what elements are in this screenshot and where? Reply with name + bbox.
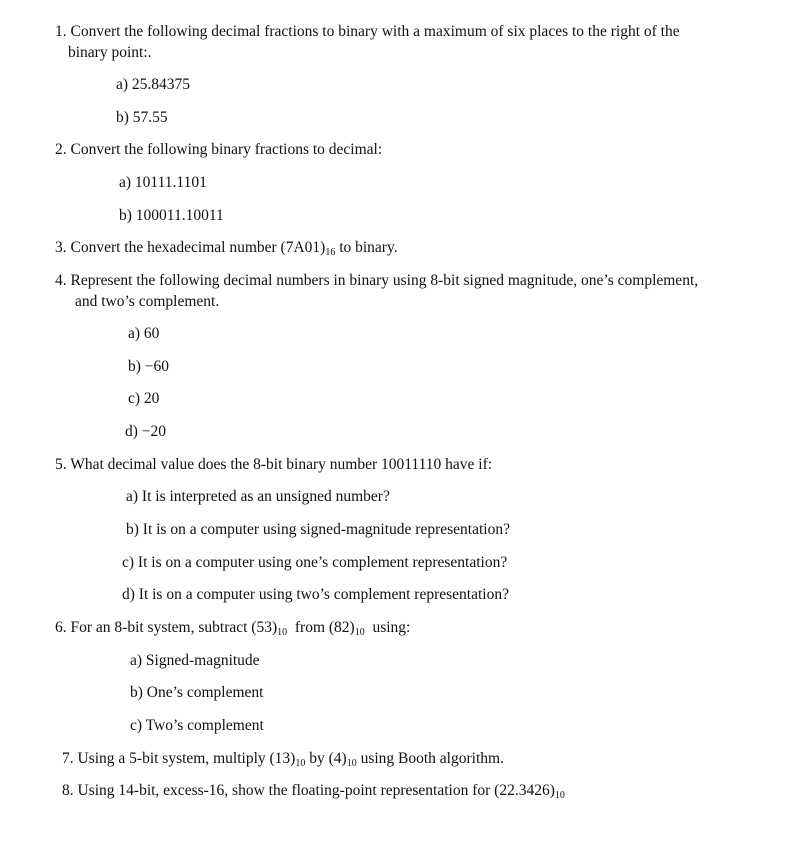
answer-item: a) It is interpreted as an unsigned number? <box>126 488 390 505</box>
question-3 <box>55 238 398 258</box>
question-5 <box>55 455 492 475</box>
question-text: to binary. <box>335 239 398 256</box>
base-subscript: 10 <box>277 627 288 638</box>
answer-item: c) 20 <box>128 390 160 407</box>
question-text: using Booth algorithm. <box>356 750 504 767</box>
answer-item: c) Two’s complement <box>130 717 264 734</box>
answer-item: b) 57.55 <box>116 109 168 126</box>
question-1-continuation: binary point:. <box>68 44 152 61</box>
question-number: 3. <box>55 239 67 256</box>
question-text: using: <box>364 619 411 636</box>
answer-item: b) −60 <box>128 358 170 375</box>
answer-item: b) One’s complement <box>130 684 264 701</box>
question-8 <box>62 781 565 801</box>
base-subscript: 10 <box>554 790 565 801</box>
base-subscript: 16 <box>325 247 336 258</box>
question-4 <box>55 271 698 291</box>
answer-item: d) It is on a computer using two’s complement representation? <box>122 586 509 603</box>
question-number: 5. <box>55 456 67 473</box>
question-number: 8. <box>62 782 74 799</box>
answer-item: a) 25.84375 <box>116 76 191 93</box>
question-number: 4. <box>55 272 67 289</box>
question-7 <box>62 749 504 769</box>
question-4-continuation: and two’s complement. <box>75 293 220 310</box>
question-6 <box>55 618 410 638</box>
question-text: Convert the following binary fractions to decimal: <box>70 141 383 158</box>
question-text: by (4) <box>305 750 347 767</box>
question-text: Convert the hexadecimal number (7A01) <box>70 239 326 256</box>
base-subscript: 10 <box>354 627 365 638</box>
question-text: Using a 5-bit system, multiply (13) <box>77 750 296 767</box>
question-text: Convert the following decimal fractions to binary with a maximum of six places to the right of the <box>70 23 680 40</box>
question-text: Represent the following decimal numbers in binary using 8-bit signed magnitude, one’s complement, <box>70 272 699 289</box>
question-number: 6. <box>55 619 67 636</box>
answer-item: a) Signed-magnitude <box>130 652 260 669</box>
question-1 <box>55 22 680 42</box>
base-subscript: 10 <box>295 758 306 769</box>
answer-item: d) −20 <box>125 423 167 440</box>
question-text: What decimal value does the 8-bit binary number 10011110 have if: <box>70 456 493 473</box>
question-2 <box>55 140 382 160</box>
question-text: For an 8-bit system, subtract (53) <box>70 619 278 636</box>
question-text: Using 14-bit, excess-16, show the floating-point representation for (22.3426) <box>77 782 555 799</box>
question-number: 1. <box>55 23 67 40</box>
answer-item: b) 100011.10011 <box>119 207 224 224</box>
answer-item: b) It is on a computer using signed-magnitude representation? <box>126 521 510 538</box>
question-number: 7. <box>62 750 74 767</box>
answer-item: c) It is on a computer using one’s complement representation? <box>122 554 508 571</box>
answer-item: a) 10111.1101 <box>119 174 207 191</box>
base-subscript: 10 <box>346 758 357 769</box>
answer-item: a) 60 <box>128 325 160 342</box>
question-number: 2. <box>55 141 67 158</box>
question-text: from (82) <box>287 619 355 636</box>
